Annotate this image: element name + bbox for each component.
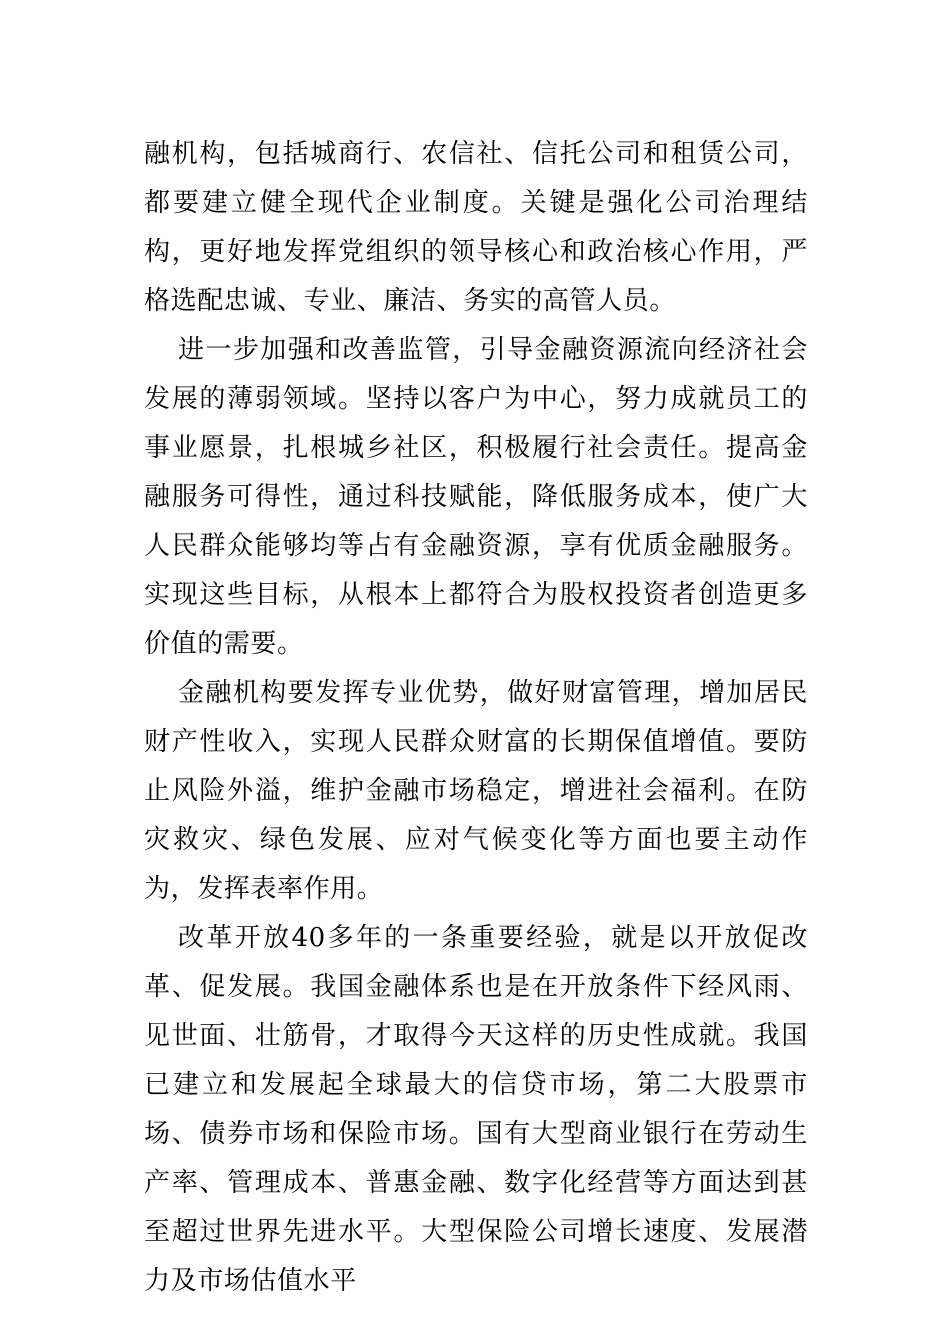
paragraph: 进一步加强和改善监管，引导金融资源流向经济社会发展的薄弱领域。坚持以客户为中心，努力成就员工的事业愿景，扎根城乡社区，积极履行社会责任。提高金融服务可得性，通过科技赋能，降低服务成本，使广大人民群众能够均等占有金融资源，享有优质金融服务。实现这些目标，从根本上都符合为股权投资者创造更多价值的需要。: [144, 335, 808, 659]
paragraph-continuation: 融机构，包括城商行、农信社、信托公司和租赁公司，都要建立健全现代企业制度。关键是强化公司治理结构，更好地发挥党组织的领导核心和政治核心作用，严格选配忠诚、专业、廉洁、务实的高管人员。: [144, 139, 808, 316]
paragraph: 改革开放40多年的一条重要经验，就是以开放促改革、促发展。我国金融体系也是在开放条件下经风雨、见世面、壮筋骨，才取得今天这样的历史性成就。我国已建立和发展起全球最大的信贷市场，第二大股票市场、债券市场和保险市场。国有大型商业银行在劳动生产率、管理成本、普惠金融、数字化经营等方面达到甚至超过世界先进水平。大型保险公司增长速度、发展潜力及市场估值水平: [144, 923, 808, 1296]
document-body: [144, 130, 808, 1306]
paragraph: 金融机构要发挥专业优势，做好财富管理，增加居民财产性收入，实现人民群众财富的长期保值增值。要防止风险外溢，维护金融市场稳定，增进社会福利。在防灾救灾、绿色发展、应对气候变化等方面也要主动作为，发挥表率作用。: [144, 678, 808, 904]
